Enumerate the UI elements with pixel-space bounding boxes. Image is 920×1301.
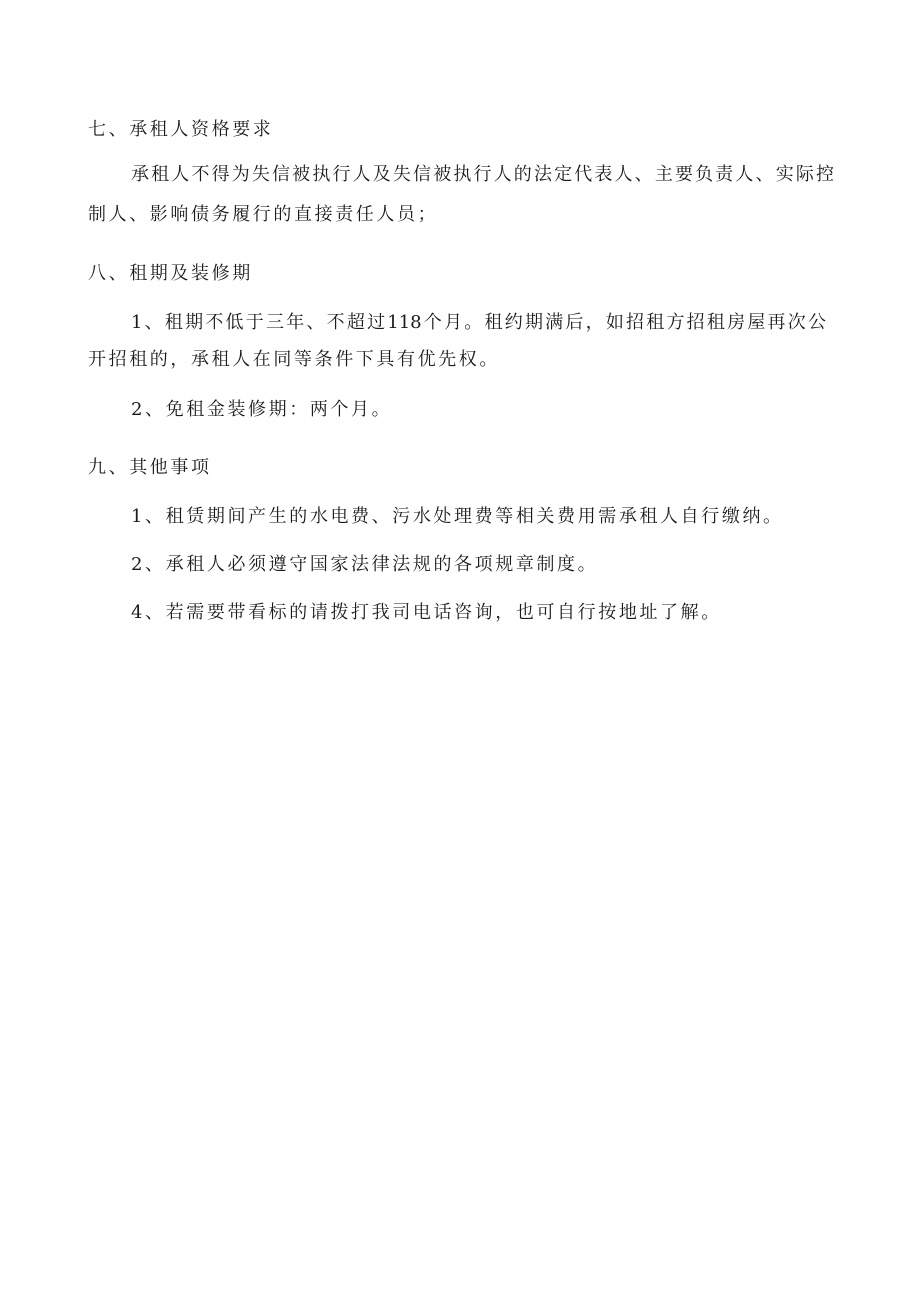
section-heading-qualification: 七、承租人资格要求 — [88, 119, 274, 140]
paragraph-line: 制人、影响债务履行的直接责任人员； — [88, 204, 439, 225]
section-heading-lease-term: 八、租期及装修期 — [88, 263, 253, 284]
paragraph-line: 1、租期不低于三年、不超过118个月。租约期满后，如招租方招租房屋再次公 — [131, 312, 826, 333]
paragraph-line: 承租人不得为失信被执行人及失信被执行人的法定代表人、主要负责人、实际控 — [131, 164, 834, 185]
paragraph-line: 2、承租人必须遵守国家法律法规的各项规章制度。 — [131, 554, 599, 575]
paragraph-line: 4、若需要带看标的请拨打我司电话咨询，也可自行按地址了解。 — [131, 602, 722, 623]
section-heading-other-matters: 九、其他事项 — [88, 457, 212, 478]
paragraph-line: 开招租的，承租人在同等条件下具有优先权。 — [88, 349, 500, 370]
paragraph-line: 1、租赁期间产生的水电费、污水处理费等相关费用需承租人自行缴纳。 — [131, 506, 784, 527]
paragraph-line: 2、免租金装修期：两个月。 — [131, 399, 393, 420]
